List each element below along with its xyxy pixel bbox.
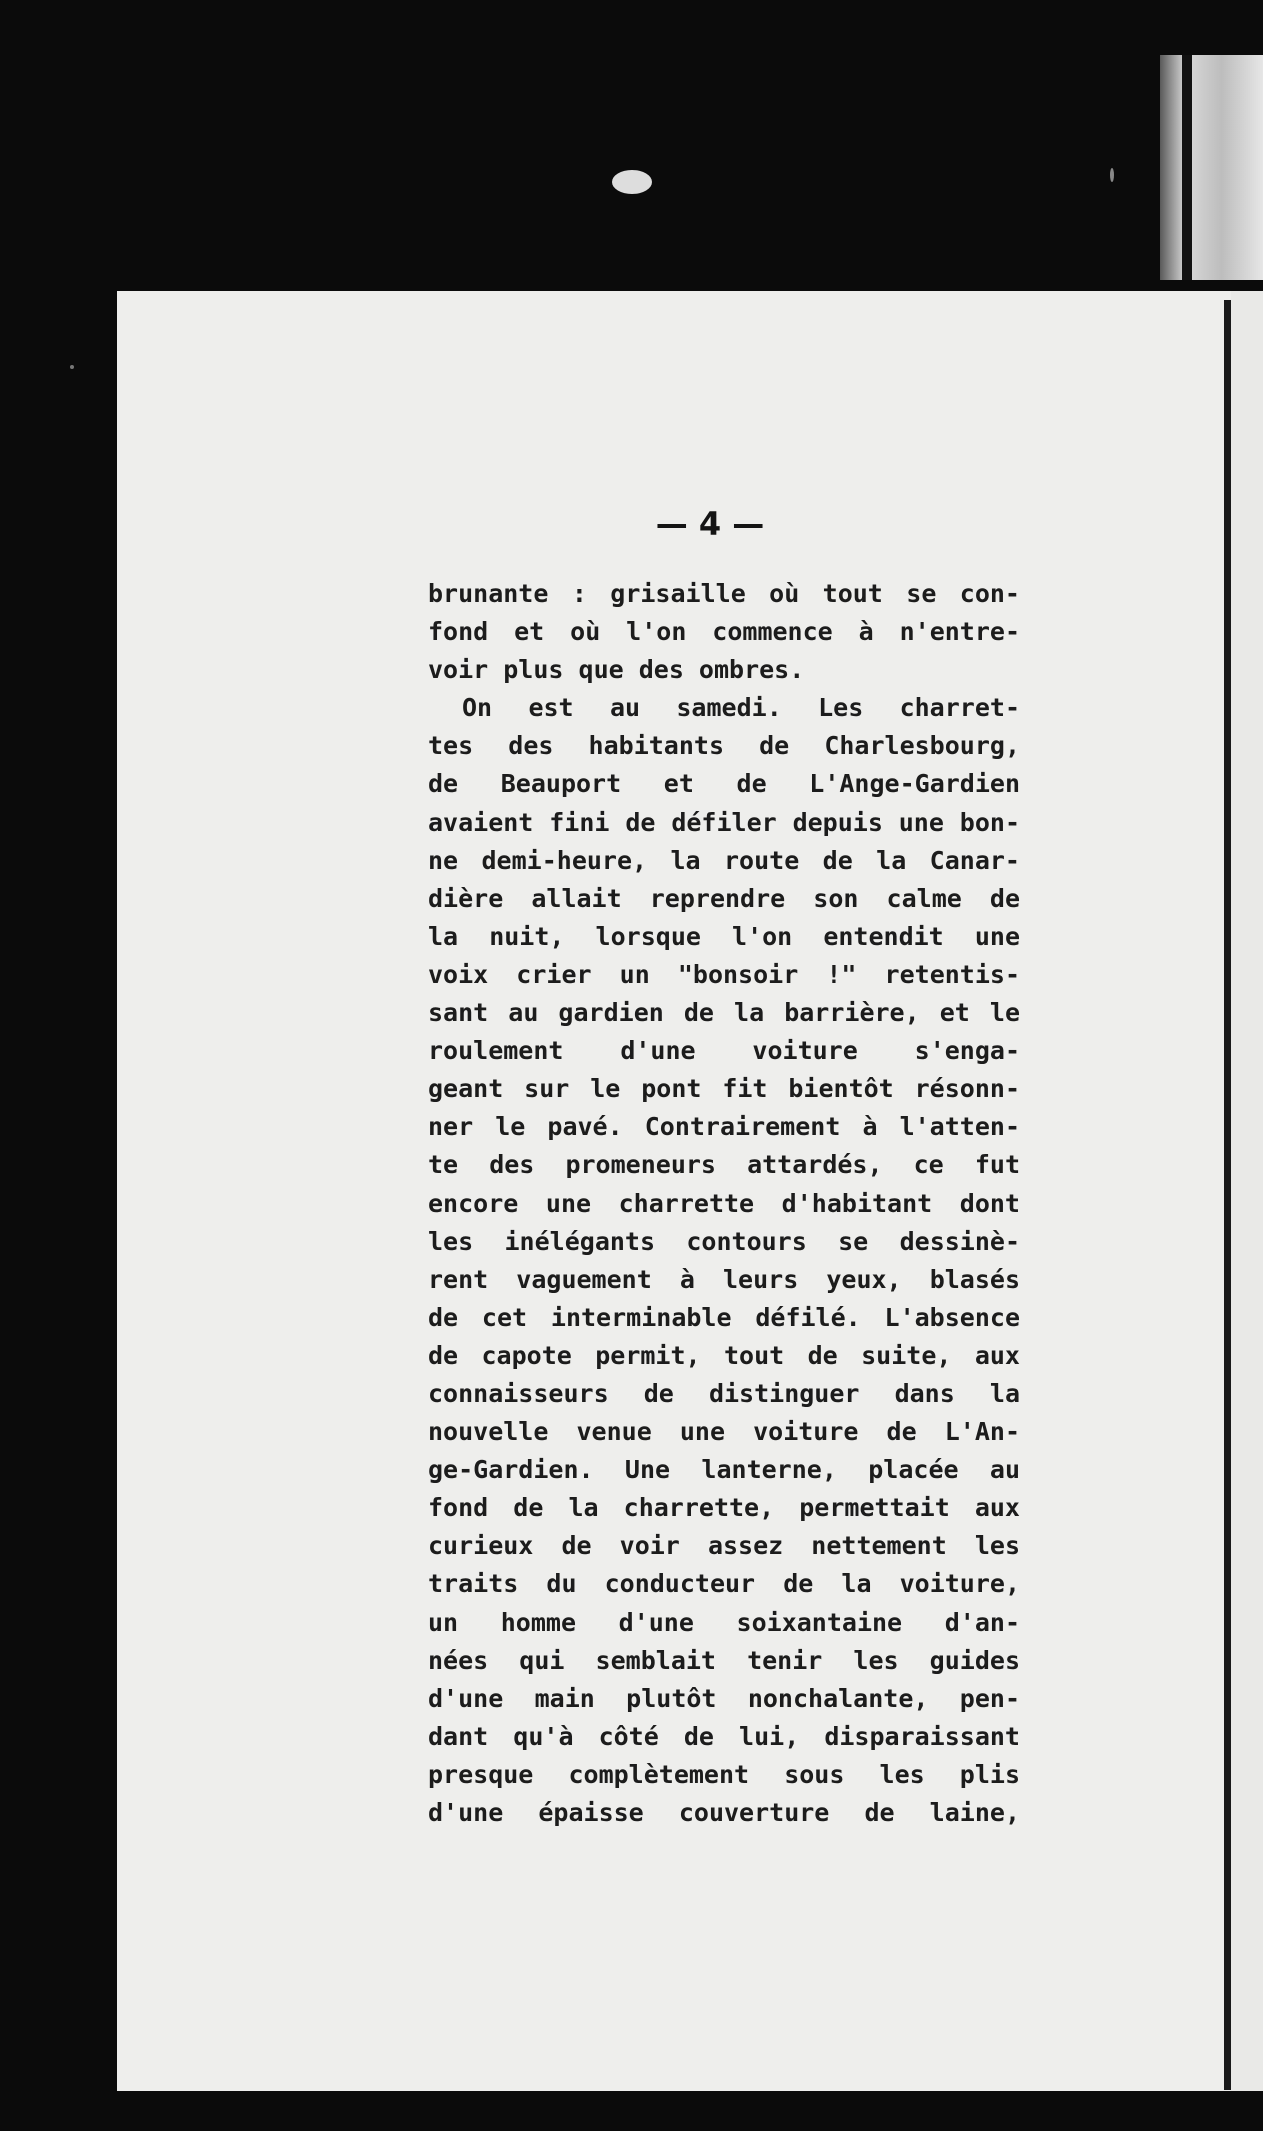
text-line: brunante : grisaille où tout se con- <box>428 579 1020 608</box>
body-text <box>428 575 1020 1832</box>
text-line: de capote permit, tout de suite, aux <box>428 1340 1020 1370</box>
text-line: connaisseurs de distinguer dans la <box>428 1378 1020 1408</box>
text-line: roulement d'une voiture s'enga- <box>428 1036 1020 1066</box>
dust-speck <box>1110 168 1114 182</box>
page-right-margin <box>1231 291 1263 2091</box>
binding-edge <box>1182 55 1192 280</box>
text-line: curieux de voir assez nettement les <box>428 1531 1020 1561</box>
text-line: dant qu'à côté de lui, disparaissant <box>428 1721 1020 1751</box>
text-line: les inélégants contours se dessinè- <box>428 1226 1020 1256</box>
page-number: — 4 — <box>655 505 765 543</box>
adjacent-page-fragment <box>1160 55 1263 280</box>
text-line: sant au gardien de la barrière, et le <box>428 998 1020 1028</box>
page-right-edge-shadow <box>1224 300 1231 2090</box>
text-line: ge-Gardien. Une lanterne, placée au <box>428 1455 1020 1485</box>
text-line: avaient fini de défiler depuis une bon- <box>428 807 1020 837</box>
text-line: d'une main plutôt nonchalante, pen- <box>428 1683 1020 1713</box>
text-line: nées qui semblait tenir les guides <box>428 1645 1020 1675</box>
text-line: fond de la charrette, permettait aux <box>428 1493 1020 1523</box>
dust-speck <box>70 365 74 369</box>
text-line: de cet interminable défilé. L'absence <box>428 1302 1020 1332</box>
text-line: traits du conducteur de la voiture, <box>428 1569 1020 1599</box>
text-line: rent vaguement à leurs yeux, blasés <box>428 1264 1020 1294</box>
text-line: On est au samedi. Les charret- <box>462 693 1020 723</box>
text-line: geant sur le pont fit bientôt résonn- <box>428 1074 1020 1104</box>
text-line: voir plus que des ombres. <box>428 655 805 685</box>
text-line: la nuit, lorsque l'on entendit une <box>428 921 1020 951</box>
text-line: dière allait reprendre son calme de <box>428 883 1020 913</box>
text-line: un homme d'une soixantaine d'an- <box>428 1607 1020 1637</box>
text-line: encore une charrette d'habitant dont <box>428 1188 1020 1218</box>
text-line: nouvelle venue une voiture de L'An- <box>428 1417 1020 1447</box>
text-line: presque complètement sous les plis <box>428 1759 1020 1789</box>
text-line: ner le pavé. Contrairement à l'atten- <box>428 1112 1020 1142</box>
text-line: fond et où l'on commence à n'entre- <box>428 617 1020 647</box>
dust-speck <box>612 170 652 194</box>
text-line: de Beauport et de L'Ange-Gardien <box>428 769 1020 799</box>
text-line: tes des habitants de Charlesbourg, <box>428 731 1020 761</box>
text-line: voix crier un "bonsoir !" retentis- <box>428 959 1020 989</box>
text-line: te des promeneurs attardés, ce fut <box>428 1150 1020 1180</box>
text-line: ne demi-heure, la route de la Canar- <box>428 845 1020 875</box>
text-line: d'une épaisse couverture de laine, <box>428 1798 1020 1827</box>
